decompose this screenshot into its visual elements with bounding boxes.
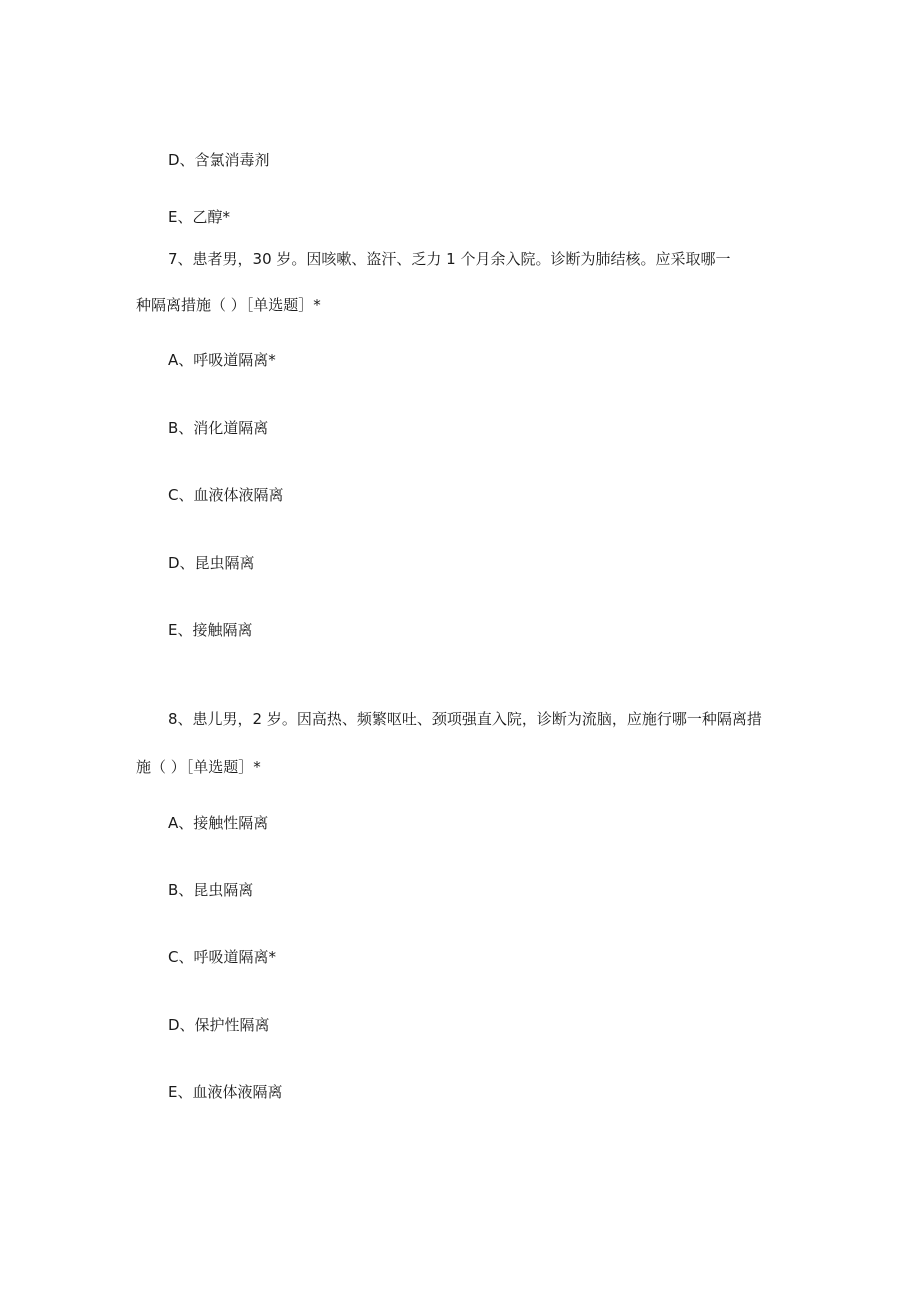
question-8-option-d: D、保护性隔离: [168, 1016, 270, 1034]
question-8-stem-line1: 8、患儿男，2 岁。因高热、频繁呕吐、颈项强直入院，诊断为流脑，应施行哪一种隔离措: [168, 710, 762, 728]
question-8-option-b: B、昆虫隔离: [168, 881, 254, 899]
question-8-option-c: C、呼吸道隔离*: [168, 948, 276, 966]
question-8-option-e: E、血液体液隔离: [168, 1083, 283, 1101]
option-e: E、乙醇*: [168, 208, 230, 226]
question-8-stem-line2: 施（ ）［单选题］*: [136, 758, 261, 776]
question-7-option-d: D、昆虫隔离: [168, 554, 255, 572]
question-7-option-b: B、消化道隔离: [168, 419, 269, 437]
question-8-option-a: A、接触性隔离: [168, 814, 269, 832]
question-7-option-a: A、呼吸道隔离*: [168, 351, 276, 369]
question-7-option-e: E、接触隔离: [168, 621, 253, 639]
option-d: D、含氯消毒剂: [168, 151, 270, 169]
question-7-option-c: C、血液体液隔离: [168, 486, 284, 504]
question-7-stem-line1: 7、患者男，30 岁。因咳嗽、盗汗、乏力 1 个月余入院。诊断为肺结核。应采取哪一: [168, 250, 731, 268]
question-7-stem-line2: 种隔离措施（ ）［单选题］*: [136, 296, 321, 314]
